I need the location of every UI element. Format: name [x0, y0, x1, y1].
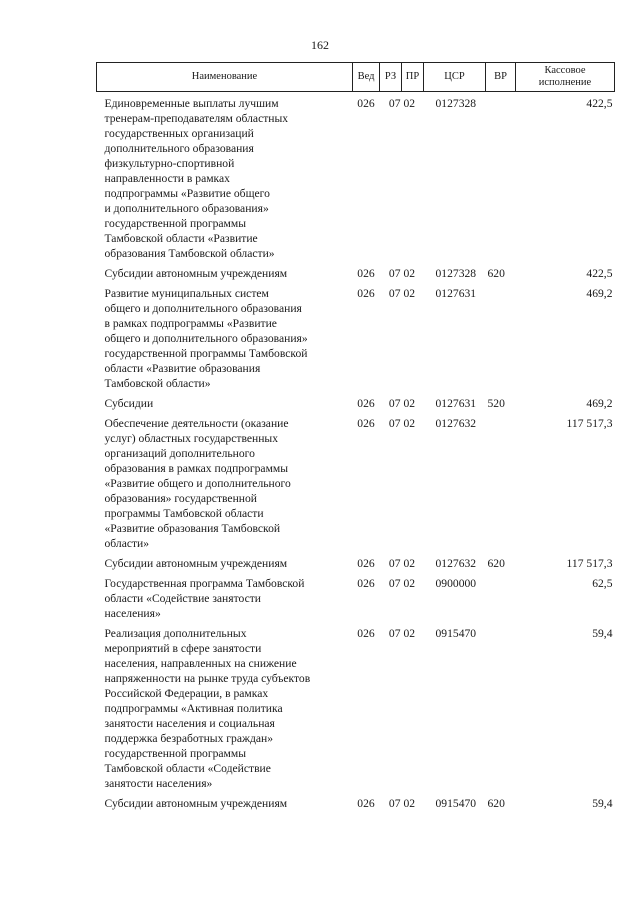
cell-ved: 026 — [357, 267, 375, 280]
cell-rz: 07 — [388, 97, 401, 110]
cell-sum: 422,5 — [586, 97, 613, 110]
cell-pr: 02 — [403, 557, 416, 570]
cell-csr: 0127631 — [435, 397, 477, 410]
header-vr: ВР — [486, 63, 516, 92]
table-row — [97, 92, 615, 266]
cell-ved: 026 — [357, 797, 375, 810]
cell-csr: 0127328 — [435, 267, 477, 280]
table-row — [97, 395, 615, 415]
header-rz: РЗ — [380, 63, 402, 92]
cell-vr — [486, 415, 516, 555]
table-row — [97, 555, 615, 575]
cell-vr: 620 — [487, 797, 505, 810]
header-name: Наименование — [97, 63, 353, 92]
cell-vr — [486, 92, 516, 266]
cell-name: Субсидии автономным учреждениям — [104, 267, 288, 280]
cell-vr: 620 — [487, 267, 505, 280]
cell-ved: 026 — [357, 577, 375, 590]
cell-rz: 07 — [388, 397, 401, 410]
table-row — [97, 415, 615, 555]
cell-sum: 62,5 — [592, 577, 613, 590]
cell-name: Субсидии автономным учреждениям — [104, 557, 288, 570]
cell-vr — [486, 625, 516, 795]
cell-rz: 07 — [388, 557, 401, 570]
cell-ved: 026 — [357, 287, 375, 300]
cell-sum: 117 517,3 — [566, 417, 613, 430]
table-header — [97, 63, 615, 92]
cell-pr: 02 — [403, 417, 416, 430]
cell-csr: 0127328 — [435, 97, 477, 110]
cell-rz: 07 — [388, 577, 401, 590]
cell-pr: 02 — [403, 267, 416, 280]
cell-name: Реализация дополнительных мероприятий в сфере занятости населения, направленных на снижение напряженности на рынке труда субъектов Российской Федерации, в рамках подпрограммы «Активная политика занятости населения и социальная поддержка безработных граждан» государственной программы Тамбовской области «Содействие занятости населения» — [104, 627, 311, 790]
cell-vr — [486, 285, 516, 395]
cell-sum: 59,4 — [592, 797, 613, 810]
cell-pr: 02 — [403, 627, 416, 640]
cell-rz: 07 — [388, 417, 401, 430]
cell-ved: 026 — [357, 417, 375, 430]
cell-sum: 469,2 — [586, 397, 613, 410]
cell-pr: 02 — [403, 397, 416, 410]
header-sum: Кассовое исполнение — [516, 63, 615, 92]
table-row — [97, 795, 615, 815]
table-row — [97, 575, 615, 625]
cell-sum: 469,2 — [586, 287, 613, 300]
cell-csr: 0127631 — [435, 287, 477, 300]
cell-name: Государственная программа Тамбовской области «Содействие занятости населения» — [104, 577, 305, 620]
cell-pr: 02 — [403, 797, 416, 810]
cell-name: Единовременные выплаты лучшим тренерам-преподавателям областных государственных организаций дополнительного образования физкультурно-спортивной направленности в рамках подпрограммы «Развитие общего и дополнительного образования» государственной программы Тамбовской области «Развитие образования Тамбовской области» — [104, 97, 289, 260]
cell-ved: 026 — [357, 397, 375, 410]
cell-rz: 07 — [388, 627, 401, 640]
header-ved: Вед — [353, 63, 380, 92]
cell-ved: 026 — [357, 557, 375, 570]
cell-csr: 0127632 — [435, 417, 477, 430]
table-body — [97, 92, 615, 816]
budget-table — [96, 62, 615, 815]
cell-name: Обеспечение деятельности (оказание услуг) областных государственных организаций дополнительного образования в рамках подпрограммы «Развитие общего и дополнительного образования» государственной программы Тамбовской области «Развитие образования Тамбовской области» — [104, 417, 291, 550]
page-number: 162 — [311, 38, 329, 52]
table-row — [97, 285, 615, 395]
table-row — [97, 265, 615, 285]
header-pr: ПР — [402, 63, 424, 92]
cell-ved: 026 — [357, 627, 375, 640]
cell-sum: 117 517,3 — [566, 557, 613, 570]
cell-sum: 422,5 — [586, 267, 613, 280]
cell-ved: 026 — [357, 97, 375, 110]
cell-rz: 07 — [388, 267, 401, 280]
cell-csr: 0127632 — [435, 557, 477, 570]
table-row — [97, 625, 615, 795]
cell-pr: 02 — [403, 97, 416, 110]
cell-rz: 07 — [388, 797, 401, 810]
cell-name: Субсидии — [104, 397, 154, 410]
cell-pr: 02 — [403, 287, 416, 300]
cell-vr: 620 — [487, 557, 505, 570]
header-csr: ЦСР — [424, 63, 486, 92]
cell-csr: 0915470 — [435, 797, 477, 810]
cell-csr: 0915470 — [435, 627, 477, 640]
cell-rz: 07 — [388, 287, 401, 300]
cell-csr: 0900000 — [435, 577, 477, 590]
cell-vr: 520 — [487, 397, 505, 410]
cell-vr — [486, 575, 516, 625]
cell-sum: 59,4 — [592, 627, 613, 640]
cell-name: Субсидии автономным учреждениям — [104, 797, 288, 810]
cell-pr: 02 — [403, 577, 416, 590]
cell-name: Развитие муниципальных систем общего и дополнительного образования в рамках подпрограммы «Развитие общего и дополнительного образования» государственной программы Тамбовской области «Развитие образования Тамбовской области» — [104, 287, 308, 390]
